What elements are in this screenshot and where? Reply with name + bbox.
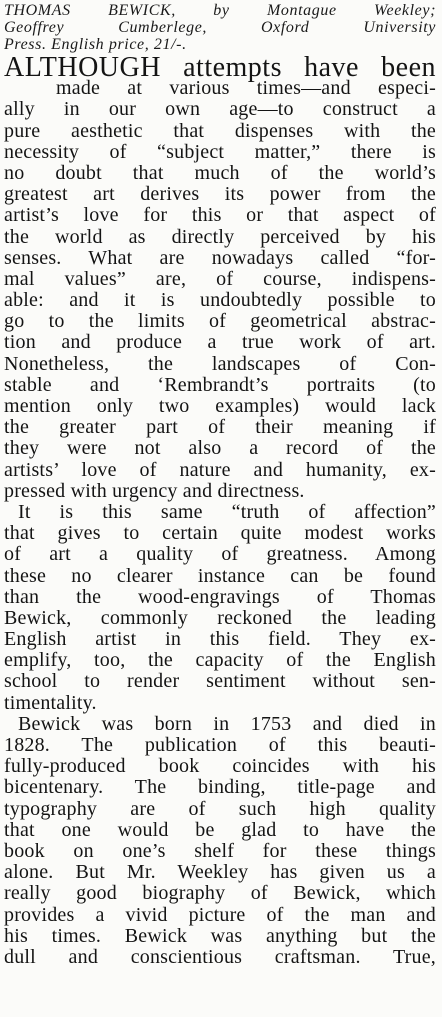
text-line: mal values” are, of course, indispens- [4,267,436,290]
text-line: that one would be glad to have the [4,818,436,841]
text-line: It is this same “truth of affection” [18,500,436,523]
text-line [4,52,436,83]
text-line: made at various times—and especi- [56,77,436,100]
book-citation [4,2,436,53]
text-line: greatest art derives its power from the [4,183,436,206]
text-line: alone. But Mr. Weekley has given us a [4,861,436,884]
text-line: tion and produce a true work of art. [4,331,436,354]
text-line: English artist in this field. They ex- [4,628,436,651]
paragraph-3 [4,714,436,968]
text-line: senses. What are nowadays called “for- [4,246,436,269]
text-line: school to render sentiment without sen- [4,670,436,693]
text-line: these no clearer instance can be found [4,564,436,587]
drop-cap-line: ALTHOUGH attempts have been [4,52,436,83]
text-line: necessity of “subject matter,” there is [4,140,436,163]
text-line: go to the limits of geometrical abstrac- [4,310,436,333]
text-line: typography are of such high quality [4,797,436,820]
text-line: Bewick was born in 1753 and died in [18,712,436,735]
text-line: book on one’s shelf for these things [4,839,436,862]
text-line: emplify, too, the capacity of the English [4,649,436,672]
text-line: 1828. The publication of this beauti- [4,734,436,756]
text-line: able: and it is undoubtedly possible to [4,289,436,312]
text-line: ally in our own age—to construct a [4,98,436,121]
text-line: artists’ love of nature and humanity, ex- [4,458,436,481]
text-line: than the wood-engravings of Thomas [4,585,436,608]
text-line: mention only two examples) would lack [4,395,436,417]
text-line: timentality. [4,691,97,714]
text-line: Bewick, commonly reckoned the leading [4,606,436,629]
text-line: pure aesthetic that dispenses with the [4,119,436,142]
text-line: pressed with urgency and directness. [4,479,305,502]
text-line: dull and conscientious craftsman. True, [4,945,436,968]
text-line: that gives to certain quite modest works [4,522,436,545]
citation-line: THOMAS BEWICK, by Montague Weekley; [4,2,436,19]
paragraph-2 [4,502,436,714]
text-line: really good biography of Bewick, which [4,882,436,905]
text-line: his times. Bewick was anything but the [4,924,436,947]
text-line: artist’s love for this or that aspect of [4,204,436,227]
text-line: no doubt that much of the world’s [4,161,436,184]
review-body [4,52,436,968]
text-line: fully-produced book coincides with his [4,755,436,778]
text-line: the world as directly perceived by his [4,225,436,248]
paragraph-1 [4,52,436,502]
text-line: of art a quality of greatness. Among [4,543,436,566]
citation-line: Press. English price, 21/-. [4,36,187,53]
text-line: bicentenary. The binding, title-page and [4,776,436,799]
text-line: the greater part of their meaning if [4,416,436,439]
text-line: they were not also a record of the [4,437,436,460]
text-line: stable and ‘Rembrandt’s portraits (to [4,373,436,396]
text-line: provides a vivid picture of the man and [4,903,436,926]
text-line: Nonetheless, the landscapes of Con- [4,352,436,375]
citation-line: Geoffrey Cumberlege, Oxford University [4,19,436,36]
